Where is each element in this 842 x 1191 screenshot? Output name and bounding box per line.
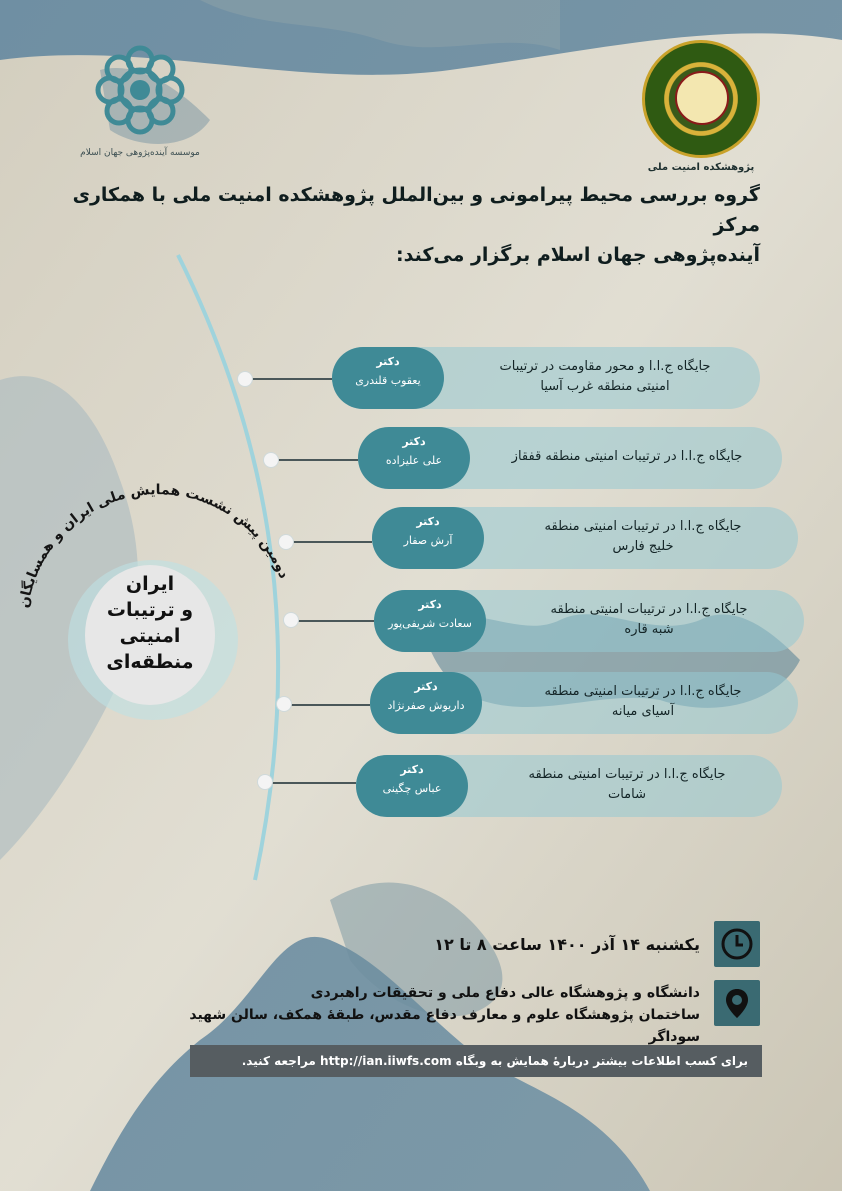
session-topic: جایگاه ج.ا.ا در ترتیبات امنیتی منطقه شامات	[528, 767, 726, 802]
hub-title: ایران و ترتیبات امنیتی منطقه‌ای	[85, 565, 215, 705]
svg-text:دومین پیش نشست همایش ملی ایران: دومین پیش نشست همایش ملی ایران و همسایگان	[16, 482, 292, 610]
speaker-name: یعقوب قلندری	[355, 374, 421, 387]
event-datetime: یکشنبه ۱۴ آذر ۱۴۰۰ ساعت ۸ تا ۱۲	[434, 935, 700, 954]
event-venue: دانشگاه و پژوهشگاه عالی دفاع ملی و تحقیقات راهبردی ساختمان پژوهشگاه علوم و معارف دفاع مقدس، طبقهٔ همکف، سالن شهید سوداگر	[189, 985, 700, 1045]
speaker-name: آرش صفار	[403, 534, 453, 547]
left-logo-caption: موسسه آینده‌پژوهی جهان اسلام	[80, 148, 200, 158]
clock-icon-box	[714, 921, 760, 967]
headline-line-1: گروه بررسی محیط پیرامونی و بین‌الملل پژوهشکده امنیت ملی با همکاری مرکز	[72, 184, 760, 236]
speaker-title: دکتر	[418, 598, 442, 611]
session-topic: جایگاه ج.ا.ا در ترتیبات امنیتی منطقه شبه قاره	[550, 602, 748, 637]
speaker-title: دکتر	[400, 763, 424, 776]
headline-line-2: آینده‌پژوهی جهان اسلام برگزار می‌کند:	[396, 244, 760, 266]
footer-note	[190, 1045, 762, 1077]
location-icon-box	[714, 980, 760, 1026]
speaker-title: دکتر	[402, 435, 426, 448]
footer-note-text: برای کسب اطلاعات بیشتر دربارهٔ همایش به وبگاه http://ian.iiwfs.com مراجعه کنید.	[241, 1054, 748, 1068]
speaker-name: سعادت شریفی‌پور	[388, 617, 472, 630]
location-pin-icon	[714, 980, 760, 1026]
session-topic: جایگاه ج.ا.ا در ترتیبات امنیتی منطقه خلیج فارس	[544, 519, 742, 554]
session-topic: جایگاه ج.ا.ا و محور مقاومت در ترتیبات امنیتی منطقه غرب آسیا	[499, 359, 711, 394]
speaker-title: دکتر	[376, 355, 400, 368]
speaker-title: دکتر	[416, 515, 440, 528]
session-topic: جایگاه ج.ا.ا در ترتیبات امنیتی منطقه آسیای میانه	[544, 684, 742, 719]
speaker-name: عباس چگینی	[382, 782, 442, 795]
clock-icon	[714, 921, 760, 967]
speaker-name: علی علیزاده	[385, 454, 443, 467]
right-logo-caption: پژوهشکده امنیت ملی	[647, 162, 755, 173]
speaker-title: دکتر	[414, 680, 438, 693]
session-topic: جایگاه ج.ا.ا در ترتیبات امنیتی منطقه قفقاز	[511, 449, 743, 464]
speaker-name: داریوش صفرنژاد	[387, 699, 465, 712]
